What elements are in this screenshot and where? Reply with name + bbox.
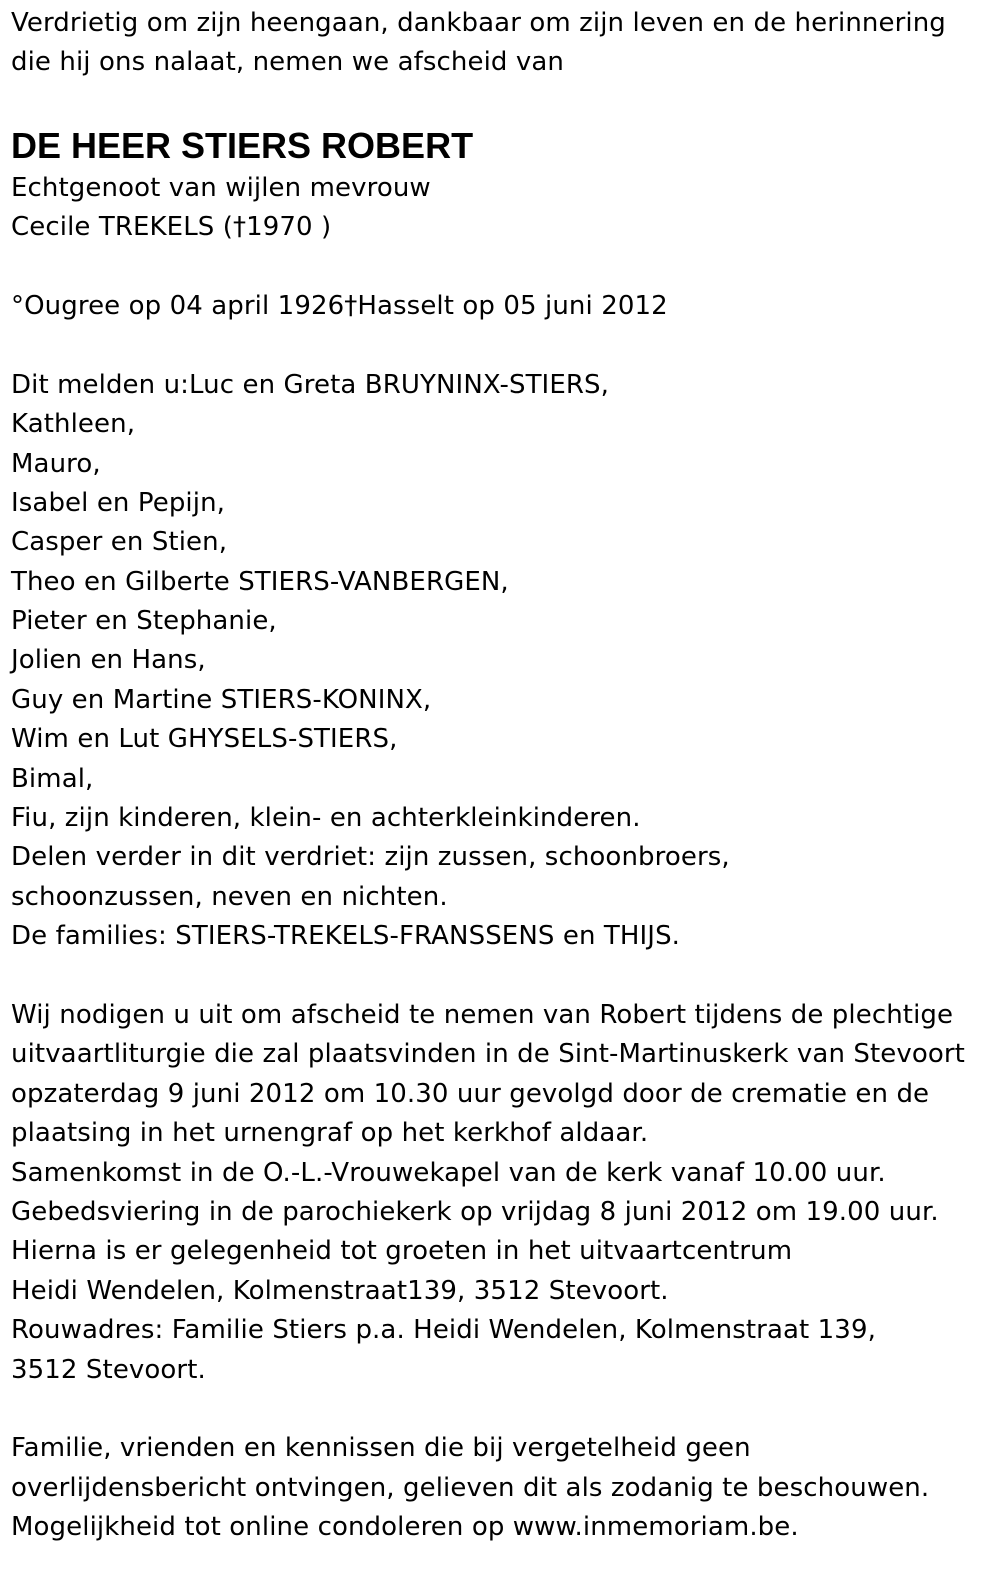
ceremony-line: plaatsing in het urnengraf op het kerkhof aldaar.	[11, 1118, 649, 1149]
spacer	[11, 1390, 991, 1429]
family-line: Pieter en Stephanie,	[11, 606, 277, 637]
ceremony-line: opzaterdag 9 juni 2012 om 10.30 uur gevolgd door de crematie en de	[11, 1078, 930, 1109]
closing-line: Familie, vrienden en kennissen die bij vergetelheid geen	[11, 1433, 751, 1464]
ceremony-paragraph	[11, 996, 991, 1390]
family-line: Casper en Stien,	[11, 527, 228, 558]
obituary-notice	[11, 4, 991, 1547]
family-line: Mauro,	[11, 448, 101, 479]
intro-line: die hij ons nalaat, nemen we afscheid van	[11, 47, 564, 78]
family-line: Theo en Gilberte STIERS-VANBERGEN,	[11, 566, 509, 597]
ceremony-line: 3512 Stevoort.	[11, 1354, 206, 1385]
family-line: Bimal,	[11, 763, 94, 794]
ceremony-line: Rouwadres: Familie Stiers p.a. Heidi Wendelen, Kolmenstraat 139,	[11, 1315, 876, 1346]
intro-line: Verdrietig om zijn heengaan, dankbaar om zijn leven en de herinnering	[11, 8, 946, 38]
ceremony-line: Heidi Wendelen, Kolmenstraat139, 3512 Stevoort.	[11, 1275, 669, 1306]
family-paragraph	[11, 366, 991, 957]
closing-line: overlijdensbericht ontvingen, gelieven dit als zodanig te beschouwen.	[11, 1472, 930, 1503]
family-line: Wim en Lut GHYSELS-STIERS,	[11, 724, 398, 755]
ceremony-line: Samenkomst in de O.-L.-Vrouwekapel van de kerk vanaf 10.00 uur.	[11, 1157, 886, 1188]
deceased-name: DE HEER STIERS ROBERT	[11, 124, 474, 166]
spacer	[11, 248, 991, 287]
family-line: Fiu, zijn kinderen, klein- en achterkleinkinderen.	[11, 803, 641, 834]
birth-death-dates: °Ougree op 04 april 1926†Hasselt op 05 juni 2012	[11, 290, 668, 321]
spouse-line: Cecile TREKELS (†1970 )	[11, 212, 332, 243]
closing-paragraph	[11, 1429, 991, 1547]
ceremony-line: Hierna is er gelegenheid tot groeten in het uitvaartcentrum	[11, 1236, 793, 1267]
family-line: Guy en Martine STIERS-KONINX,	[11, 684, 432, 715]
intro-paragraph	[11, 4, 991, 83]
family-line: schoonzussen, neven en nichten.	[11, 881, 448, 912]
family-line: Kathleen,	[11, 409, 136, 440]
closing-line: Mogelijkheid tot online condoleren op www.inmemoriam.be.	[11, 1512, 799, 1543]
family-line: De families: STIERS-TREKELS-FRANSSENS en THIJS.	[11, 921, 681, 952]
spacer	[11, 957, 991, 996]
ceremony-line: uitvaartliturgie die zal plaatsvinden in de Sint-Martinuskerk van Stevoort	[11, 1039, 965, 1070]
family-line: Delen verder in dit verdriet: zijn zussen, schoonbroers,	[11, 842, 730, 873]
ceremony-line: Gebedsviering in de parochiekerk op vrijdag 8 juni 2012 om 19.00 uur.	[11, 1196, 939, 1227]
spouse-line: Echtgenoot van wijlen mevrouw	[11, 172, 431, 203]
family-line: Isabel en Pepijn,	[11, 487, 226, 518]
spouse-paragraph	[11, 169, 991, 248]
family-line: Dit melden u:Luc en Greta BRUYNINX-STIERS,	[11, 369, 609, 400]
family-line: Jolien en Hans,	[11, 645, 206, 676]
spacer	[11, 326, 991, 365]
ceremony-line: Wij nodigen u uit om afscheid te nemen van Robert tijdens de plechtige	[11, 999, 954, 1030]
